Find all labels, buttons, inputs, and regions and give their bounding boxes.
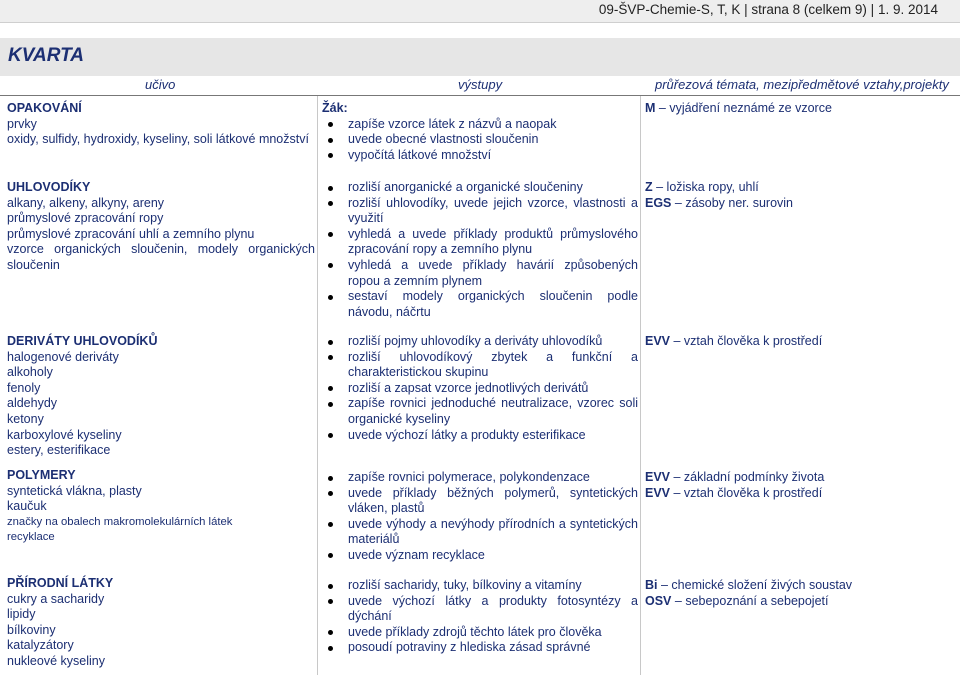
section-derivaty-vystupy [322, 334, 638, 443]
vystup-item: uvede obecné vlastnosti sloučenin [322, 132, 638, 148]
ucivo-item: alkany, alkeny, alkyny, areny [7, 195, 165, 210]
cross-reference [645, 334, 955, 350]
section-prirodni-latky-ucivo [7, 576, 315, 670]
ucivo-item: halogenové deriváty [7, 349, 119, 364]
ucivo-item: katalyzátory [7, 638, 74, 653]
xref-code: EVV [645, 334, 671, 348]
cross-reference [645, 470, 955, 486]
ucivo-item: estery, esterifikace [7, 443, 111, 458]
section-title: PŘÍRODNÍ LÁTKY [7, 576, 114, 590]
zak-label: Žák: [322, 101, 348, 115]
ucivo-item: vzorce organických sloučenin, modely organických sloučenin [7, 242, 315, 272]
xref-code: OSV [645, 593, 672, 608]
xref-code: EVV [645, 485, 671, 500]
vystup-item: rozliší a zapsat vzorce jednotlivých derivátů [322, 381, 638, 397]
grade-title: KVARTA [8, 45, 84, 66]
xref-code: M [645, 101, 656, 115]
xref-text: – vztah člověka k prostředí [673, 334, 823, 348]
section-uhlovodiky-temata [645, 180, 955, 211]
xref-text: – sebepoznání a sebepojetí [674, 593, 829, 608]
vystup-item: uvede výchozí látky a produkty esterifikace [322, 428, 638, 444]
section-prirodni-latky-vystupy [322, 578, 638, 656]
ucivo-item: aldehydy [7, 396, 58, 411]
cross-reference [645, 101, 955, 117]
column-header-vystupy: výstupy [458, 77, 503, 92]
column-header-temata: průřezová témata, mezipředmětové vztahy,projekty [655, 77, 949, 92]
ucivo-item: ketony [7, 411, 44, 426]
page-header [0, 0, 960, 23]
header-divider [0, 95, 960, 96]
section-opakovani-vystupy [322, 101, 638, 163]
ucivo-item: nukleové kyseliny [7, 653, 105, 668]
ucivo-item: oxidy, sulfidy, hydroxidy, kyseliny, soli látkové množství [7, 132, 309, 147]
ucivo-item: kaučuk [7, 499, 47, 514]
vystup-item: uvede význam recyklace [322, 548, 638, 564]
xref-text: – vztah člověka k prostředí [673, 485, 823, 500]
section-polymery-temata [645, 470, 955, 501]
ucivo-item: alkoholy [7, 365, 53, 380]
section-title: POLYMERY [7, 468, 76, 482]
section-derivaty-temata [645, 334, 955, 350]
cross-reference [645, 180, 955, 196]
vystup-item: zapíše vzorce látek z názvů a naopak [322, 117, 638, 133]
section-uhlovodiky-vystupy [322, 180, 638, 320]
section-derivaty-ucivo [7, 334, 315, 459]
vystup-item: rozliší uhlovodíky, uvede jejich vzorce, vlastnosti a využití [322, 196, 638, 227]
section-polymery-ucivo [7, 468, 315, 546]
section-prirodni-latky-temata [645, 578, 955, 609]
vystup-item: rozliší uhlovodíkový zbytek a funkční a charakteristickou skupinu [322, 350, 638, 381]
xref-code: EGS [645, 195, 672, 210]
ucivo-item: recyklace [7, 531, 55, 544]
vystup-item: vyhledá a uvede příklady havárií způsobených ropou a zemním plynem [322, 258, 638, 289]
page-header-text: 09-ŠVP-Chemie-S, T, K | strana 8 (celkem 9) | 1. 9. 2014 [598, 2, 938, 17]
xref-text: – vyjádření neznámé ze vzorce [658, 101, 832, 115]
ucivo-item: syntetická vlákna, plasty [7, 483, 142, 498]
xref-text: – ložiska ropy, uhlí [656, 180, 759, 194]
cross-reference [645, 594, 955, 610]
ucivo-item: značky na obalech makromolekulárních látek [7, 515, 233, 528]
cross-reference [645, 578, 955, 594]
section-uhlovodiky-ucivo [7, 180, 315, 274]
section-title: UHLOVODÍKY [7, 180, 91, 194]
ucivo-item: karboxylové kyseliny [7, 427, 122, 442]
ucivo-item: průmyslové zpracování uhlí a zemního plynu [7, 226, 255, 241]
column-header-ucivo: učivo [145, 77, 176, 92]
ucivo-item: prvky [7, 116, 37, 131]
vystup-item: uvede příklady zdrojů těchto látek pro člověka [322, 625, 638, 641]
xref-text: – zásoby ner. surovin [674, 195, 794, 210]
ucivo-item: lipidy [7, 607, 36, 622]
section-title: OPAKOVÁNÍ [7, 101, 82, 115]
section-title: DERIVÁTY UHLOVODÍKŮ [7, 334, 158, 348]
vystup-item: uvede výchozí látky a produkty fotosyntézy a dýchání [322, 594, 638, 625]
vystup-item: vypočítá látkové množství [322, 148, 638, 164]
cross-reference [645, 486, 955, 502]
xref-code: EVV [645, 470, 671, 484]
vystup-item: zapíše rovnici jednoduché neutralizace, vzorec soli organické kyseliny [322, 396, 638, 427]
vystup-item: vyhledá a uvede příklady produktů průmyslového zpracování ropy a zemního plynu [322, 227, 638, 258]
section-opakovani-ucivo [7, 101, 315, 148]
grade-title-bar [0, 38, 960, 76]
xref-text: – základní podmínky života [673, 470, 825, 484]
cross-reference [645, 196, 955, 212]
vystup-item: rozliší anorganické a organické sloučeniny [322, 180, 638, 196]
xref-code: Z [645, 180, 653, 194]
vystup-item: zapíše rovnici polymerace, polykondenzace [322, 470, 638, 486]
ucivo-item: bílkoviny [7, 622, 56, 637]
vystup-item: uvede výhody a nevýhody přírodních a syntetických materiálů [322, 517, 638, 548]
vystup-item: sestaví modely organických sloučenin podle návodu, náčrtu [322, 289, 638, 320]
vystup-item: rozliší pojmy uhlovodíky a deriváty uhlovodíků [322, 334, 638, 350]
vystup-item: uvede příklady běžných polymerů, syntetických vláken, plastů [322, 486, 638, 517]
section-opakovani-temata [645, 101, 955, 117]
ucivo-item: cukry a sacharidy [7, 591, 105, 606]
xref-code: Bi [645, 578, 658, 592]
vystup-item: posoudí potraviny z hlediska zásad správné [322, 640, 638, 656]
ucivo-item: průmyslové zpracování ropy [7, 211, 164, 226]
xref-text: – chemické složení živých soustav [660, 578, 853, 592]
vystup-item: rozliší sacharidy, tuky, bílkoviny a vitamíny [322, 578, 638, 594]
ucivo-item: fenoly [7, 380, 41, 395]
column-divider [317, 96, 318, 675]
section-polymery-vystupy [322, 470, 638, 564]
column-divider [640, 96, 641, 675]
